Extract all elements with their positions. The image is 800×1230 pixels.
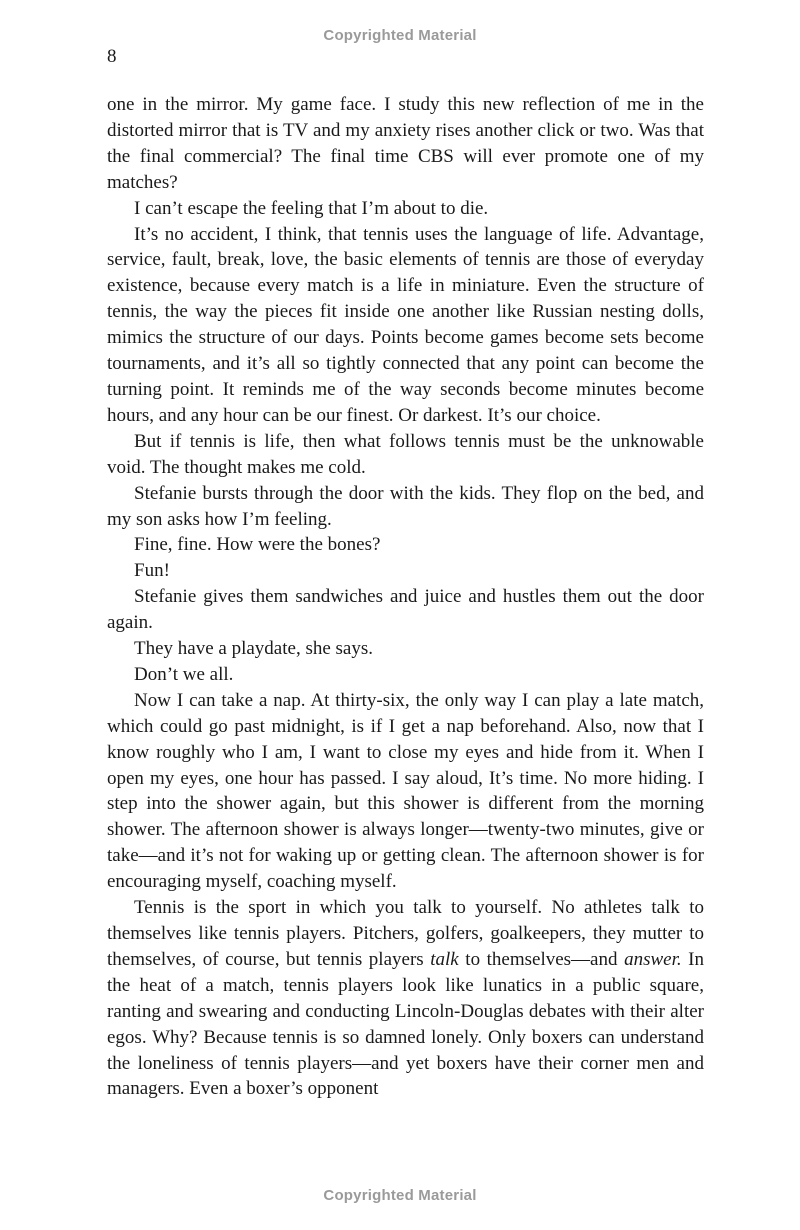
text-run: to themselves—and [458, 948, 625, 970]
paragraph: Fun! [134, 560, 170, 582]
copyright-watermark-top: Copyrighted Material [323, 27, 477, 44]
paragraph-last [107, 895, 704, 1102]
emphasis-answer: answer. [624, 948, 682, 970]
paragraph: Now I can take a nap. At thirty-six, the only way I can play a late match, which could go past midnight, is if I get a nap beforehand. Also, now that I know roughly who I am, I want to close my eyes and hide from it. When I open my eyes, one hour has passed. I say aloud, It’s time. No more hiding. I step into the shower again, but this shower is different from the morning shower. The afternoon shower is always longer—twenty-two minutes, give or take—and it’s not for waking up or getting clean. The afternoon shower is for encouraging myself, coaching myself. [107, 689, 704, 893]
paragraph: It’s no accident, I think, that tennis uses the language of life. Advantage, service, fault, break, love, the basic elements of tennis are those of everyday existence, because every match is a life in miniature. Even the structure of tennis, the way the pieces fit inside one another like Russian nesting dolls, mimics the structure of our days. Points become games become sets become tournaments, and it’s all so tightly connected that any point can become the turning point. It reminds me of the way seconds become minutes become hours, and any hour can be our finest. Or darkest. It’s our choice. [107, 223, 704, 426]
paragraph-continuation: one in the mirror. My game face. I study this new reflection of me in the distorted mirror that is TV and my anxiety rises another click or two. Was that the final commercial? The final time CBS will ever promote one of my matches? [107, 94, 704, 193]
paragraph: I can’t escape the feeling that I’m about to die. [134, 197, 489, 219]
paragraph: They have a playdate, she says. [134, 638, 373, 660]
paragraph: But if tennis is life, then what follows tennis must be the unknowable void. The thought makes me cold. [107, 430, 704, 478]
text-run: Tennis is the sport in which you talk to yourself. No athletes talk to themselves like tennis players. Pitchers, golfers, goalkeepers, they mutter to themselves, of course, but tennis players [107, 897, 704, 970]
emphasis-talk: talk [430, 948, 459, 970]
paragraph: Fine, fine. How were the bones? [134, 534, 381, 556]
paragraph: Stefanie bursts through the door with the kids. They flop on the bed, and my son asks how I’m feeling. [107, 482, 704, 530]
text-run: In the heat of a match, tennis players look like lunatics in a public square, ranting and swearing and conducting Lincoln-Douglas debates with their alter egos. Why? Because tennis is so damned lonely. Only boxers can understand the loneliness of tennis players—and yet boxers have their corner men and managers. Even a boxer’s opponent [107, 948, 704, 1100]
paragraph: Stefanie gives them sandwiches and juice and hustles them out the door again. [107, 586, 704, 634]
copyright-watermark-bottom: Copyrighted Material [323, 1187, 477, 1204]
body-text [107, 92, 704, 1102]
paragraph: Don’t we all. [134, 663, 234, 685]
page-number: 8 [107, 46, 117, 67]
